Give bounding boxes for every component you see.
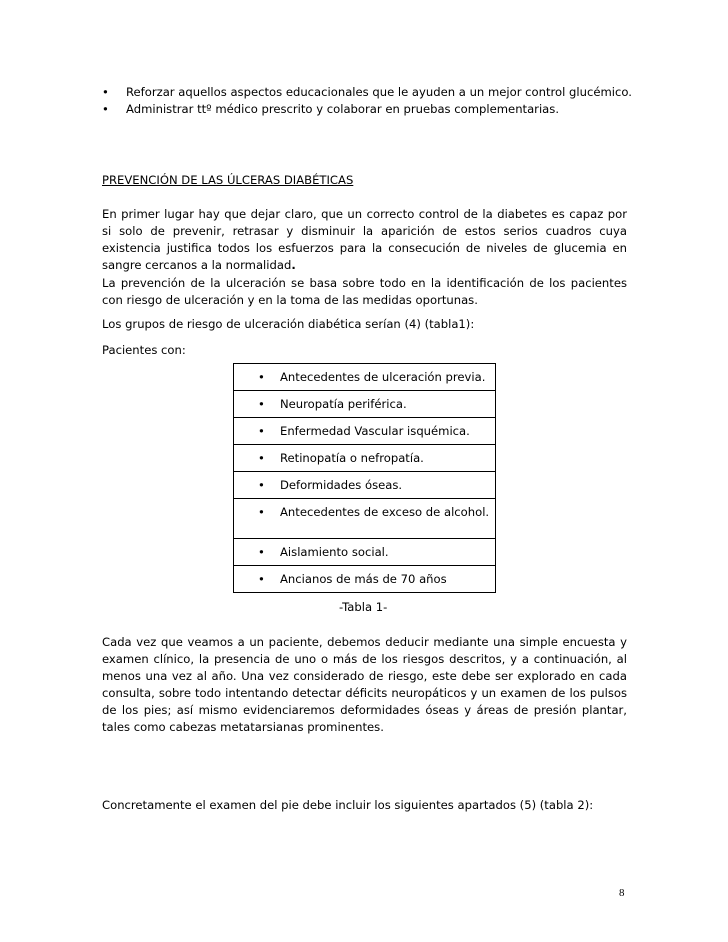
table-caption: -Tabla 1- bbox=[339, 600, 388, 614]
table-row bbox=[234, 418, 496, 445]
table-row bbox=[234, 539, 496, 566]
page-number: 8 bbox=[619, 887, 625, 899]
bullet-icon: • bbox=[258, 572, 265, 586]
bullet-icon: • bbox=[258, 370, 265, 384]
paragraph-prevention: La prevención de la ulceración se basa sobre todo en la identificación de los pacientes con riesgo de ulceración y en la toma de las medidas oportunas. bbox=[102, 276, 627, 307]
table-cell: Aislamiento social. bbox=[280, 545, 389, 559]
table-cell: Retinopatía o nefropatía. bbox=[280, 451, 424, 465]
table-cell: Ancianos de más de 70 años bbox=[280, 572, 447, 586]
table-row bbox=[234, 445, 496, 472]
bullet-icon: • bbox=[102, 85, 109, 99]
paragraph-intro-end: . bbox=[291, 258, 296, 272]
paragraph-intro-text: En primer lugar hay que dejar claro, que un correcto control de la diabetes es capaz por si solo de prevenir, retrasar y disminuir la aparición de estos serios cuadros cuya existencia justifica todos los esfuerzos para la consecución de niveles de glucemia en sangre cercanos a la normalidad bbox=[102, 207, 627, 272]
table-cell: Enfermedad Vascular isquémica. bbox=[280, 424, 470, 438]
paragraph-patients: Pacientes con: bbox=[102, 343, 186, 357]
bullet-text: Administrar ttº médico prescrito y colaborar en pruebas complementarias. bbox=[126, 102, 560, 116]
list-item bbox=[102, 101, 662, 118]
risk-table bbox=[233, 363, 496, 593]
section-title: PREVENCIÓN DE LAS ÚLCERAS DIABÉTICAS bbox=[102, 173, 354, 187]
bullet-icon: • bbox=[258, 451, 265, 465]
table-row bbox=[234, 499, 496, 539]
bullet-icon: • bbox=[258, 545, 265, 559]
table-cell: Antecedentes de ulceración previa. bbox=[280, 370, 486, 384]
paragraph-intro bbox=[102, 206, 627, 274]
paragraph-examination: Cada vez que veamos a un paciente, debemos deducir mediante una simple encuesta y examen clínico, la presencia de uno o más de los riesgos descritos, y a continuación, al menos una vez al año. Una vez considerado de riesgo, este debe ser explorado en cada consulta, sobre todo intentando detectar déficits neuropáticos y un examen de los pulsos de los pies; así mismo evidenciaremos deformidades óseas y áreas de presión plantar, tales como cabezas metatarsianas prominentes. bbox=[102, 635, 627, 734]
list-item bbox=[102, 84, 662, 101]
bullet-icon: • bbox=[258, 397, 265, 411]
table-row bbox=[234, 364, 496, 391]
bullet-icon: • bbox=[258, 505, 265, 519]
table-cell: Antecedentes de exceso de alcohol. bbox=[280, 505, 490, 519]
paragraph-foot-exam: Concretamente el examen del pie debe incluir los siguientes apartados (5) (tabla 2): bbox=[102, 798, 594, 812]
bullet-text: Reforzar aquellos aspectos educacionales que le ayuden a un mejor control glucémico. bbox=[126, 85, 632, 99]
paragraph-risk-groups: Los grupos de riesgo de ulceración diabética serían (4) (tabla1): bbox=[102, 317, 475, 331]
bullet-icon: • bbox=[258, 478, 265, 492]
table-cell: Neuropatía periférica. bbox=[280, 397, 407, 411]
bullet-icon: • bbox=[258, 424, 265, 438]
table-row bbox=[234, 472, 496, 499]
table-cell: Deformidades óseas. bbox=[280, 478, 403, 492]
bullet-icon: • bbox=[102, 102, 109, 116]
table-row bbox=[234, 566, 496, 593]
table-row bbox=[234, 391, 496, 418]
top-bullet-list bbox=[102, 84, 662, 118]
